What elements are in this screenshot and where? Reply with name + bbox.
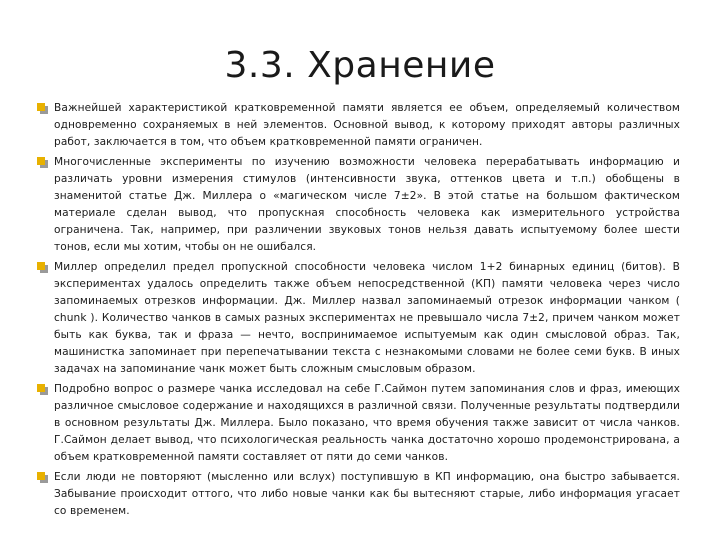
bullet-list — [34, 100, 680, 523]
bullet-item — [34, 259, 680, 378]
square-bullet-icon — [37, 262, 48, 273]
bullet-text: Многочисленные эксперименты по изучению возможности человека перерабатывать информацию и различать уровни измерения стимулов (интенсивности звука, оттенков цвета и т.п.) обобщены в знаменитой статье Дж. Миллера о «магическом числе 7±2». В этой статье на большом фактическом материале сделан вывод, что пропускная способность человека как измерительного устройства ограничена. Так, например, при различении звуковых тонов нельзя давать испытуемому более шести тонов, если мы хотим, чтобы он не ошибался. — [54, 156, 680, 253]
bullet-text: Миллер определил предел пропускной способности человека числом 1+2 бинарных единиц (битов). В экспериментах удалось определить также объем непосредственной (КП) памяти человека через число запоминаемых отрезков информации. Дж. Миллер назвал запоминаемый отрезок информации чанком ( chunk ). Количество чанков в самых разных экспериментах не превышало числа 7±2, причем чанком может быть как буква, так и фраза — нечто, воспринимаемое испытуемым как один смысловой образ. Так, машинистка запоминает при перепечатывании текста с незнакомыми словами не более семи букв. В иных задачах на запоминание чанк может быть сложным смысловым образом. — [54, 261, 680, 375]
bullet-text: Если люди не повторяют (мысленно или вслух) поступившую в КП информацию, она быстро забывается. Забывание происходит оттого, что либо новые чанки как бы вытесняют старые, либо информация угасает со временем. — [54, 471, 680, 517]
bullet-item — [34, 154, 680, 256]
bullet-item — [34, 100, 680, 151]
square-bullet-icon — [37, 157, 48, 168]
bullet-item — [34, 381, 680, 466]
bullet-text: Подробно вопрос о размере чанка исследовал на себе Г.Саймон путем запоминания слов и фраз, имеющих различное смысловое содержание и находящихся в различной связи. Полученные результаты подтвердили в основном результаты Дж. Миллера. Было показано, что время обучения также зависит от числа чанков. Г.Саймон делает вывод, что психологическая реальность чанка достаточно хорошо продемонстрирована, а объем кратковременной памяти составляет от пяти до семи чанков. — [54, 383, 680, 463]
square-bullet-icon — [37, 384, 48, 395]
bullet-text: Важнейшей характеристикой кратковременной памяти является ее объем, определяемый количеством одновременно сохраняемых в ней элементов. Основной вывод, к которому приходят авторы различных работ, заключается в том, что объем кратковременной памяти ограничен. — [54, 102, 680, 148]
slide-title: 3.3. Хранение — [224, 45, 496, 86]
square-bullet-icon — [37, 103, 48, 114]
bullet-item — [34, 469, 680, 520]
square-bullet-icon — [37, 472, 48, 483]
